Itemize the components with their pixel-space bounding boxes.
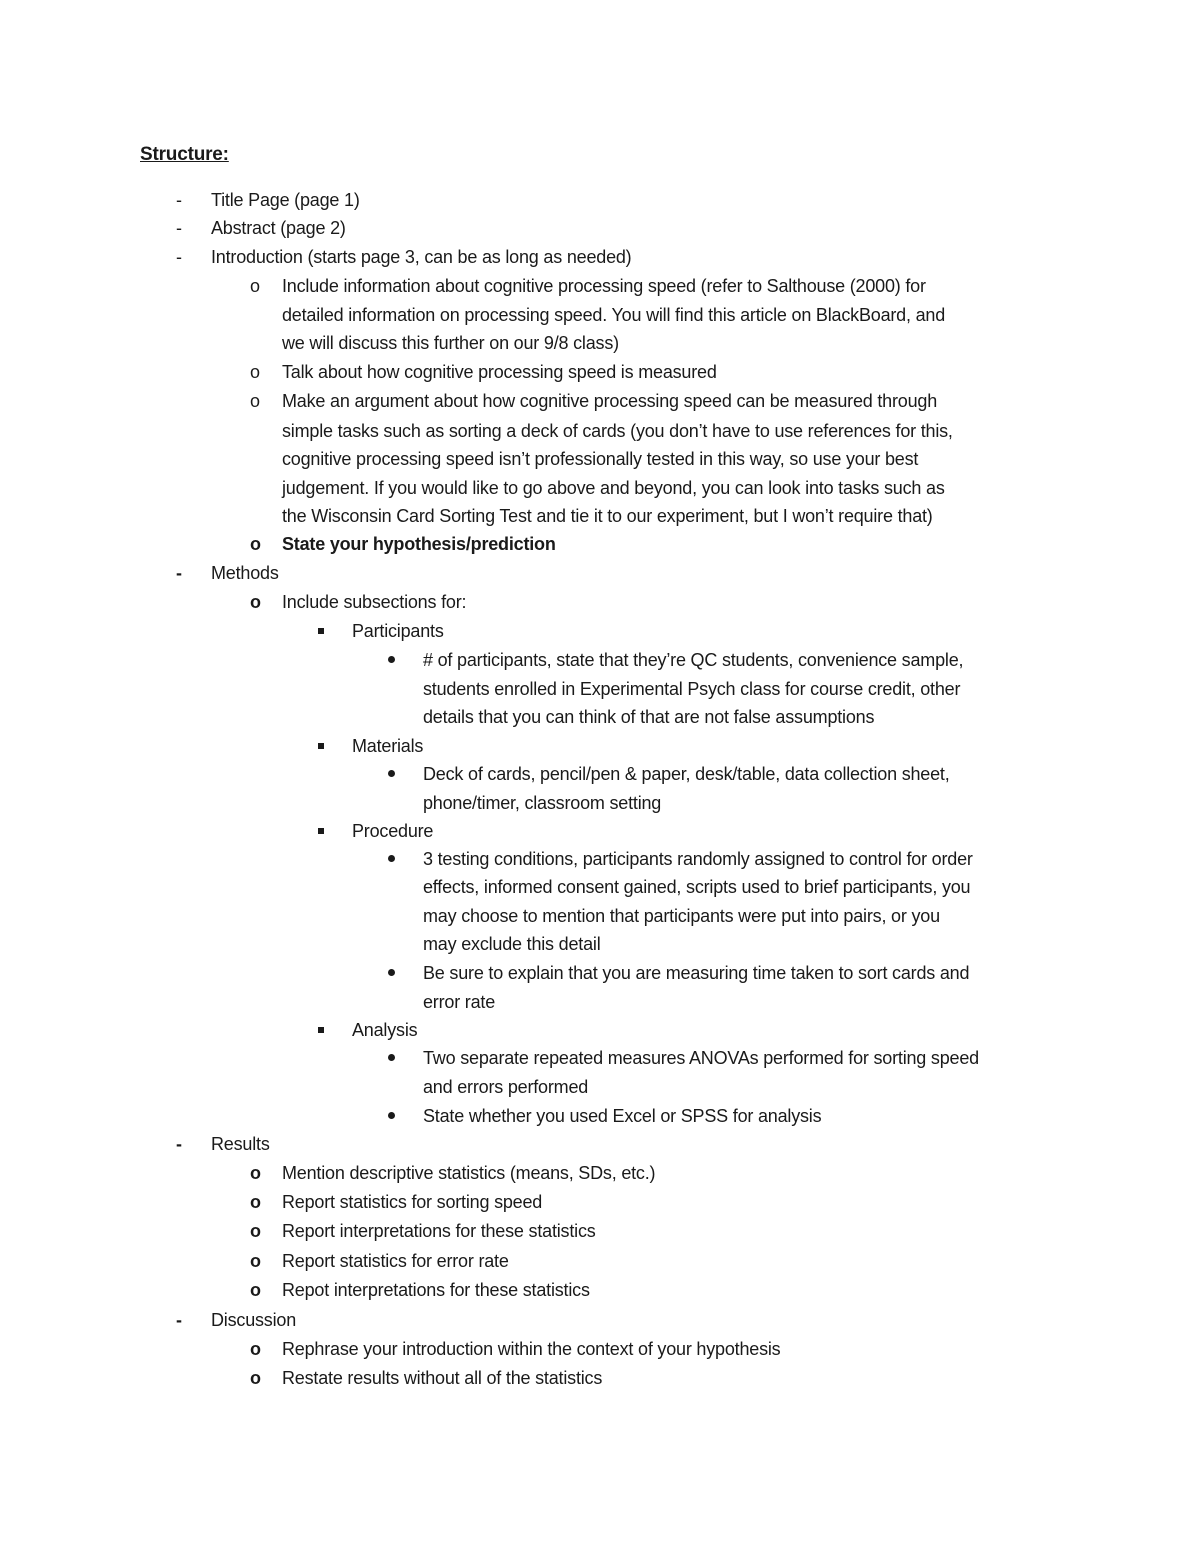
outline-line-text: Include information about cognitive processing speed (refer to Salthouse (2000) for <box>282 276 926 296</box>
outline-line-text: Procedure <box>352 821 434 841</box>
dash-bullet-icon: - <box>176 247 182 267</box>
outline-line <box>0 445 1200 474</box>
outline-line <box>0 760 1200 789</box>
dash-bullet-icon: - <box>176 563 182 583</box>
circle-bullet-icon: o <box>250 391 260 411</box>
outline-line <box>0 243 1200 272</box>
dash-bullet-icon: - <box>176 218 182 238</box>
outline-line-text: the Wisconsin Card Sorting Test and tie it to our experiment, but I won’t require that) <box>282 506 933 526</box>
outline-line <box>0 502 1200 531</box>
square-bullet-icon <box>318 617 338 646</box>
circle-bullet-icon: o <box>250 534 261 554</box>
square-bullet-icon <box>318 1016 338 1045</box>
outline-line-text: details that you can think of that are not false assumptions <box>423 707 875 727</box>
outline-line <box>0 703 1200 732</box>
circle-bullet-icon: o <box>250 1163 261 1183</box>
outline-line-text: Two separate repeated measures ANOVAs performed for sorting speed <box>423 1048 979 1068</box>
outline-line <box>0 789 1200 818</box>
round-bullet-icon <box>388 959 408 988</box>
dash-bullet-icon: - <box>176 1134 182 1154</box>
outline-line <box>0 301 1200 330</box>
outline-line <box>0 1306 1200 1335</box>
outline-line-text: Repot interpretations for these statistics <box>282 1280 590 1300</box>
document-heading: Structure: <box>140 144 229 165</box>
outline-line-text: Report statistics for error rate <box>282 1251 509 1271</box>
outline-line-text: Be sure to explain that you are measuring time taken to sort cards and <box>423 963 970 983</box>
outline-line <box>0 329 1200 358</box>
outline-line <box>0 417 1200 446</box>
outline-line-text: Restate results without all of the statistics <box>282 1368 603 1388</box>
outline-line <box>0 617 1200 646</box>
outline-line-text: Rephrase your introduction within the context of your hypothesis <box>282 1339 781 1359</box>
outline-line <box>0 845 1200 874</box>
circle-bullet-icon: o <box>250 1192 261 1212</box>
outline-line-text: Participants <box>352 621 444 641</box>
circle-bullet-icon: o <box>250 1280 261 1300</box>
outline-line-text: # of participants, state that they’re QC students, convenience sample, <box>423 650 964 670</box>
outline-line <box>0 902 1200 931</box>
outline-line <box>0 1217 1200 1246</box>
outline-line-text: Title Page (page 1) <box>211 190 360 210</box>
outline-line-text: Make an argument about how cognitive processing speed can be measured through <box>282 391 938 411</box>
outline-line <box>0 1016 1200 1045</box>
outline-line-text: effects, informed consent gained, scripts used to brief participants, you <box>423 877 971 897</box>
outline-line-text: detailed information on processing speed. You will find this article on BlackBoard, and <box>282 305 946 325</box>
circle-bullet-icon: o <box>250 1339 261 1359</box>
outline-line <box>0 214 1200 243</box>
outline-line <box>0 1247 1200 1276</box>
outline-line <box>0 1073 1200 1102</box>
outline-line-text: Deck of cards, pencil/pen & paper, desk/table, data collection sheet, <box>423 764 950 784</box>
outline-line-text: Analysis <box>352 1020 418 1040</box>
outline-line-text: error rate <box>423 992 496 1012</box>
outline-line <box>0 1335 1200 1364</box>
outline-line-text: State whether you used Excel or SPSS for analysis <box>423 1106 822 1126</box>
outline-line <box>0 186 1200 215</box>
outline-line-text: Abstract (page 2) <box>211 218 346 238</box>
outline-line <box>0 387 1200 416</box>
outline-line <box>0 873 1200 902</box>
outline-line <box>0 988 1200 1017</box>
outline-line <box>0 1044 1200 1073</box>
outline-line <box>0 817 1200 846</box>
outline-line <box>0 1130 1200 1159</box>
outline-line <box>0 474 1200 503</box>
outline-line-text: Methods <box>211 563 279 583</box>
outline-line-text: we will discuss this further on our 9/8 class) <box>282 333 619 353</box>
circle-bullet-icon: o <box>250 276 260 296</box>
outline-line-text: phone/timer, classroom setting <box>423 793 662 813</box>
outline-line <box>0 1276 1200 1305</box>
outline-line-text: students enrolled in Experimental Psych class for course credit, other <box>423 679 961 699</box>
outline-line <box>0 646 1200 675</box>
outline-line-text: Discussion <box>211 1310 297 1330</box>
outline-line-text: judgement. If you would like to go above and beyond, you can look into tasks such as <box>282 478 945 498</box>
outline-line-text: Report statistics for sorting speed <box>282 1192 543 1212</box>
outline-line-text: Materials <box>352 736 424 756</box>
round-bullet-icon <box>388 760 408 789</box>
outline-line <box>0 1102 1200 1131</box>
outline-line-text: 3 testing conditions, participants randomly assigned to control for order <box>423 849 973 869</box>
outline-line <box>0 530 1200 559</box>
square-bullet-icon <box>318 817 338 846</box>
outline-line-text: cognitive processing speed isn’t professionally tested in this way, so use your best <box>282 449 919 469</box>
square-bullet-icon <box>318 732 338 761</box>
outline-line-text: Talk about how cognitive processing speed is measured <box>282 362 717 382</box>
dash-bullet-icon: - <box>176 190 182 210</box>
round-bullet-icon <box>388 646 408 675</box>
outline-line <box>0 272 1200 301</box>
outline-line-text: simple tasks such as sorting a deck of cards (you don’t have to use references for this, <box>282 421 953 441</box>
round-bullet-icon <box>388 1044 408 1073</box>
outline-line <box>0 732 1200 761</box>
outline-line-text: Mention descriptive statistics (means, SDs, etc.) <box>282 1163 656 1183</box>
circle-bullet-icon: o <box>250 1221 261 1241</box>
dash-bullet-icon: - <box>176 1310 182 1330</box>
circle-bullet-icon: o <box>250 1251 261 1271</box>
outline-line <box>0 1159 1200 1188</box>
outline-line <box>0 358 1200 387</box>
outline-line <box>0 675 1200 704</box>
outline-line <box>0 559 1200 588</box>
outline-line <box>0 1364 1200 1393</box>
circle-bullet-icon: o <box>250 1368 261 1388</box>
outline-line-text: Introduction (starts page 3, can be as long as needed) <box>211 247 632 267</box>
outline-line-text: may choose to mention that participants were put into pairs, or you <box>423 906 940 926</box>
outline-line-text: and errors performed <box>423 1077 589 1097</box>
outline-line <box>0 1188 1200 1217</box>
circle-bullet-icon: o <box>250 592 261 612</box>
round-bullet-icon <box>388 1102 408 1131</box>
circle-bullet-icon: o <box>250 362 260 382</box>
outline-line <box>0 930 1200 959</box>
outline-line-text: Include subsections for: <box>282 592 467 612</box>
outline-line-text: Report interpretations for these statistics <box>282 1221 596 1241</box>
outline-line-text: State your hypothesis/prediction <box>282 534 556 554</box>
outline-line-text: Results <box>211 1134 270 1154</box>
outline-line <box>0 959 1200 988</box>
round-bullet-icon <box>388 845 408 874</box>
outline-line-text: may exclude this detail <box>423 934 601 954</box>
outline-line <box>0 588 1200 617</box>
